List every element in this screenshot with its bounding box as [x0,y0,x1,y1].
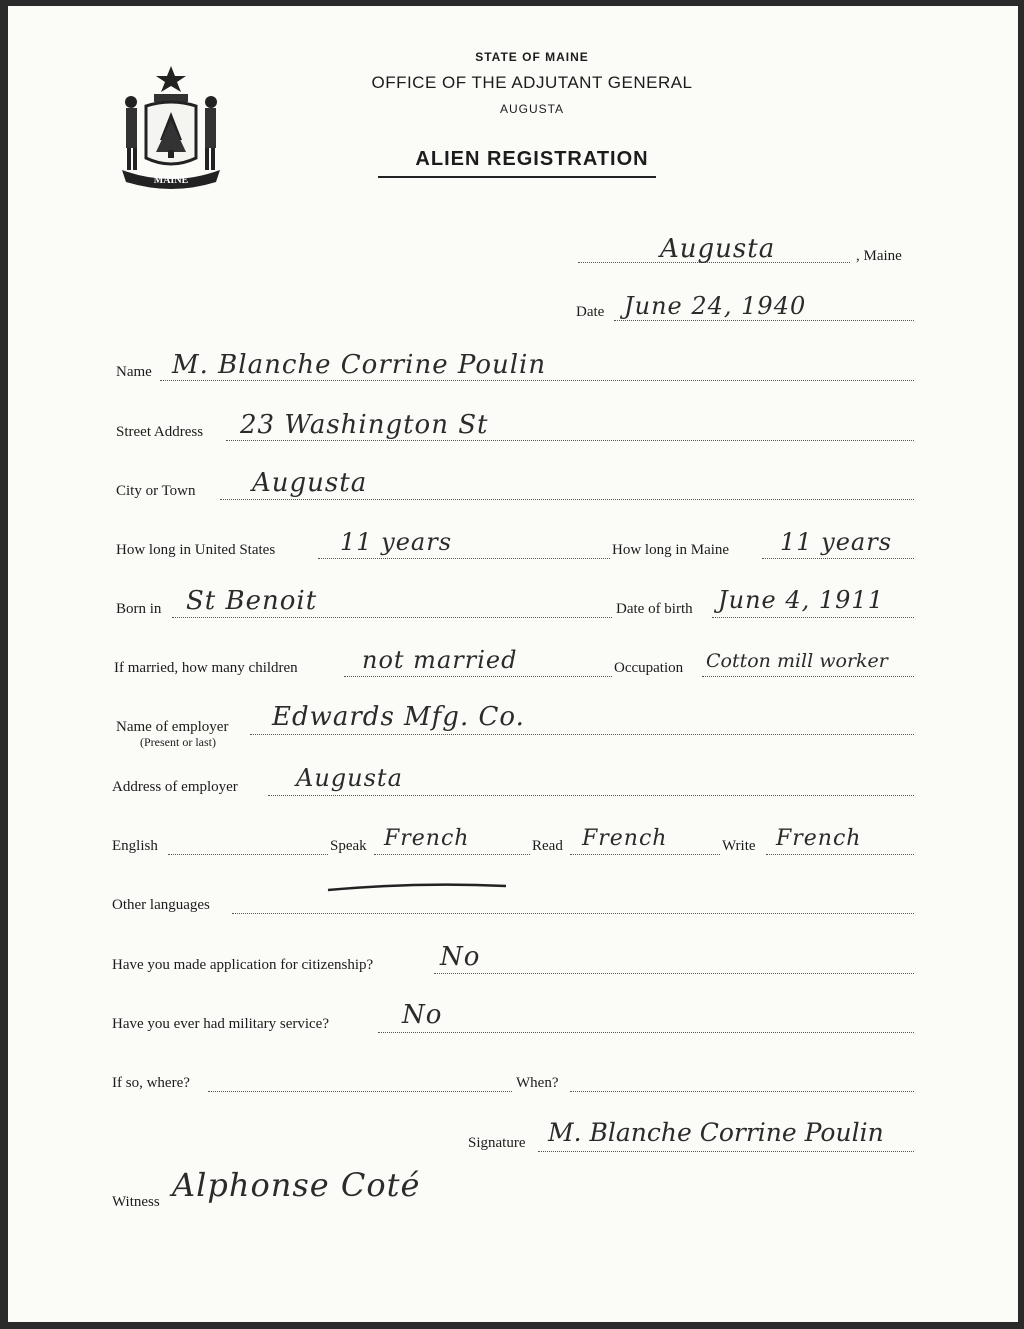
born-value: St Benoit [186,586,318,616]
children-label: If married, how many children [114,660,298,676]
military-line [378,1032,914,1033]
born-line [172,617,612,618]
state-heading: STATE OF MAINE [475,50,589,64]
where-label: If so, where? [112,1075,190,1091]
name-line [160,380,914,381]
date-value: June 24, 1940 [624,292,807,320]
date-line [614,320,914,321]
street-label: Street Address [116,424,204,440]
speak-value: French [384,826,470,851]
maine-years-line [762,558,914,559]
when-line [570,1091,914,1092]
form-title: ALIEN REGISTRATION [415,148,649,170]
speak-line [374,854,530,855]
employer-address-label: Address of employer [112,779,238,795]
when-label: When? [516,1075,559,1091]
witness-value: Alphonse Coté [172,1166,421,1204]
where-line [208,1091,512,1092]
born-label: Born in [116,601,162,617]
occupation-label: Occupation [614,660,684,676]
other-languages-line [232,913,914,914]
maine-years-label: How long in Maine [612,542,730,558]
dob-label: Date of birth [616,601,693,617]
svg-text:MAINE: MAINE [153,175,189,186]
citizenship-line [434,973,914,974]
us-years-value: 11 years [340,528,453,556]
english-line [168,854,328,855]
maine-label: , Maine [856,248,902,264]
name-value: M. Blanche Corrine Poulin [172,350,547,380]
speak-label: Speak [330,838,367,854]
read-label: Read [532,838,563,854]
signature-value: M. Blanche Corrine Poulin [548,1118,884,1147]
city-heading: AUGUSTA [499,102,565,116]
title-underline [378,176,656,178]
read-line [570,854,720,855]
signature-line [538,1151,914,1152]
office-heading: OFFICE OF THE ADJUTANT GENERAL [371,73,693,92]
employer-line [250,734,914,735]
read-value: French [582,826,668,851]
signature-label: Signature [468,1135,526,1151]
employer-sublabel: (Present or last) [140,735,216,749]
other-languages-label: Other languages [112,897,210,913]
write-value: French [776,826,862,851]
employer-label: Name of employer [116,719,229,735]
employer-value: Edwards Mfg. Co. [272,702,525,732]
city-line [220,499,914,500]
employer-address-value: Augusta [296,764,403,792]
write-label: Write [722,838,756,854]
military-label: Have you ever had military service? [112,1016,329,1032]
employer-address-line [268,795,914,796]
maine-years-value: 11 years [780,528,893,556]
write-line [766,854,914,855]
dob-value: June 4, 1911 [718,586,884,614]
dob-line [712,617,914,618]
children-value: not married [362,646,518,674]
city-value: Augusta [252,468,368,498]
name-label: Name [116,364,152,380]
occupation-line [702,676,914,677]
street-line [226,440,914,441]
military-value: No [402,1000,443,1030]
english-label: English [112,838,158,854]
place-value: Augusta [660,234,776,264]
other-languages-dash [326,880,508,894]
us-years-line [318,558,610,559]
citizenship-label: Have you made application for citizenship? [112,957,374,973]
street-value: 23 Washington St [240,410,489,440]
date-label: Date [576,304,605,320]
witness-label: Witness [112,1194,160,1210]
citizenship-value: No [440,942,481,972]
us-years-label: How long in United States [116,542,276,558]
occupation-value: Cotton mill worker [706,650,888,672]
children-line [344,676,612,677]
city-label: City or Town [116,483,196,499]
